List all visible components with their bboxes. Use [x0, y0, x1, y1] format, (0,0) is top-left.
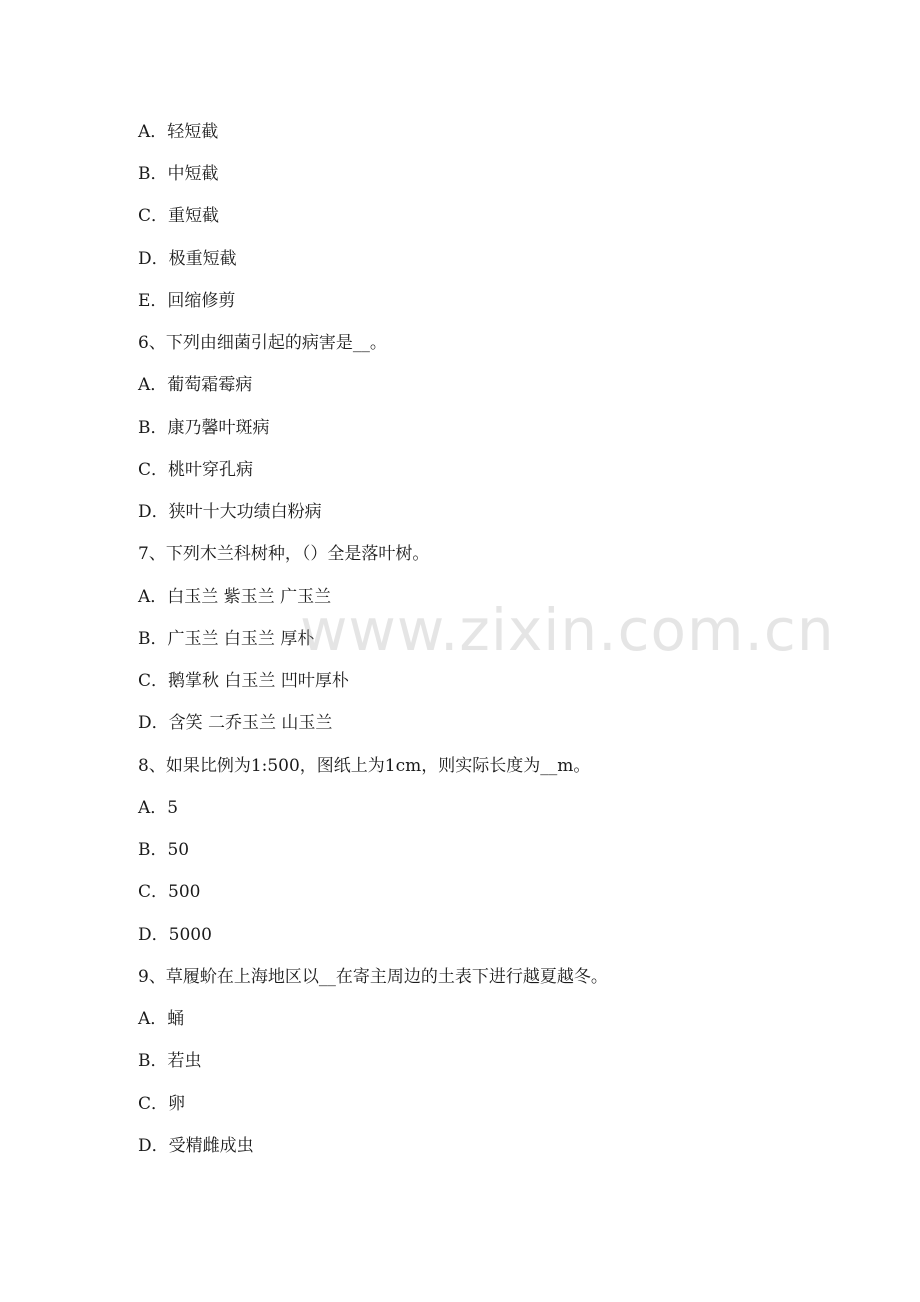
option-b-q8: B．50 — [138, 840, 190, 860]
option-d-q9: D．受精雌成虫 — [138, 1136, 254, 1156]
option-c-q7: C．鹅掌秋 白玉兰 凹叶厚朴 — [138, 671, 349, 691]
option-d-q6: D．狭叶十大功绩白粉病 — [138, 502, 322, 522]
option-e-q5: E．回缩修剪 — [138, 291, 236, 311]
option-a-q5: A．轻短截 — [138, 122, 219, 142]
option-a-q7: A．白玉兰 紫玉兰 广玉兰 — [138, 587, 332, 607]
option-a-q8: A．5 — [138, 798, 179, 818]
option-c-q9: C．卵 — [138, 1094, 186, 1114]
question-8: 8、如果比例为1:500，图纸上为1cm，则实际长度为__m。 — [138, 756, 591, 776]
option-c-q8: C．500 — [138, 882, 201, 902]
option-b-q7: B．广玉兰 白玉兰 厚朴 — [138, 629, 315, 649]
option-c-q6: C．桃叶穿孔病 — [138, 460, 254, 480]
option-b-q5: B．中短截 — [138, 164, 219, 184]
option-a-q6: A．葡萄霜霉病 — [138, 375, 253, 395]
option-d-q8: D．5000 — [138, 925, 212, 945]
option-d-q5: D．极重短截 — [138, 249, 237, 269]
option-c-q5: C．重短截 — [138, 206, 220, 226]
option-b-q9: B．若虫 — [138, 1051, 202, 1071]
option-a-q9: A．蛹 — [138, 1009, 185, 1029]
question-7: 7、下列木兰科树种，（）全是落叶树。 — [138, 544, 430, 564]
watermark: www.zixin.com.cn — [300, 596, 835, 664]
option-b-q6: B．康乃馨叶斑病 — [138, 418, 270, 438]
question-9: 9、草履蚧在上海地区以__在寄主周边的土表下进行越夏越冬。 — [138, 967, 608, 987]
option-d-q7: D．含笑 二乔玉兰 山玉兰 — [138, 713, 333, 733]
question-6: 6、下列由细菌引起的病害是__。 — [138, 333, 387, 353]
